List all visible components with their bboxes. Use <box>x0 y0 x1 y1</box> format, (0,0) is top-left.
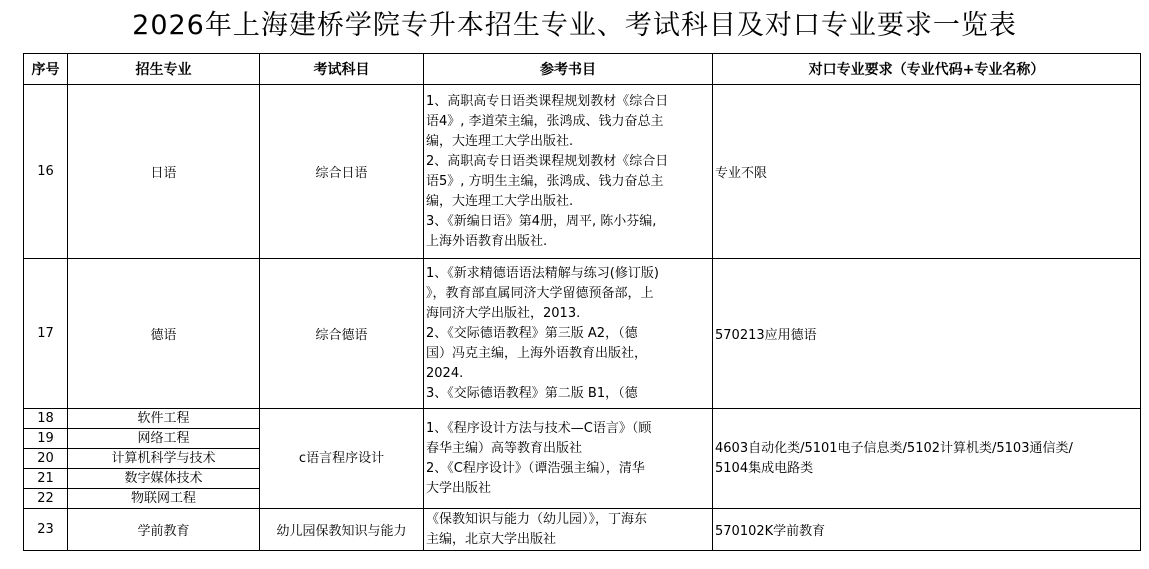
book-line: 3、《新编日语》第4册，周平, 陈小芬编, <box>426 213 657 229</box>
seq-cell: 23 <box>24 509 68 551</box>
books-cell <box>424 259 713 409</box>
seq-cell: 18 <box>24 409 68 429</box>
book-line: 大学出版社 <box>426 480 492 496</box>
seq-cell: 16 <box>24 85 68 259</box>
book-line: 编，大连理工大学出版社. <box>426 133 574 149</box>
header-requirement: 对口专业要求（专业代码+专业名称） <box>713 54 1141 85</box>
table-header-row <box>24 54 1141 85</box>
header-seq: 序号 <box>24 54 68 85</box>
major-cell: 物联网工程 <box>68 489 260 509</box>
book-line: 《保教知识与能力（幼儿园）》，丁海东 <box>426 511 648 527</box>
book-line: 1、高职高专日语类课程规划教材《综合日 <box>426 93 669 109</box>
major-cell: 网络工程 <box>68 429 260 449</box>
book-line: 3、《交际德语教程》第二版 B1，（德 <box>426 385 638 401</box>
books-cell <box>424 509 713 551</box>
books-cell <box>424 85 713 259</box>
admissions-table <box>23 53 1141 551</box>
seq-cell: 21 <box>24 469 68 489</box>
requirement-cell <box>713 409 1141 509</box>
major-cell: 软件工程 <box>68 409 260 429</box>
subject-cell: 幼儿园保教知识与能力 <box>260 509 424 551</box>
header-major: 招生专业 <box>68 54 260 85</box>
book-line: 国）冯克主编，上海外语教育出版社， <box>426 345 648 361</box>
book-line: 2、《C程序设计》（谭浩强主编），清华 <box>426 460 645 476</box>
seq-cell: 17 <box>24 259 68 409</box>
header-books: 参考书目 <box>424 54 713 85</box>
book-line: 》，教育部直属同济大学留德预备部，上 <box>426 285 654 301</box>
book-line: 2、《交际德语教程》第三版 A2，（德 <box>426 325 638 341</box>
book-line: 语4》, 李道荣主编，张鸿成、钱力奋总主 <box>426 113 664 129</box>
major-cell: 德语 <box>68 259 260 409</box>
books-cell <box>424 409 713 509</box>
major-cell: 学前教育 <box>68 509 260 551</box>
book-line: 2、高职高专日语类课程规划教材《综合日 <box>426 153 669 169</box>
requirement-line: 4603自动化类/5101电子信息类/5102计算机类/5103通信类/ <box>715 440 1073 456</box>
seq-cell: 19 <box>24 429 68 449</box>
subject-cell: c语言程序设计 <box>260 409 424 509</box>
table-row <box>24 259 1141 409</box>
book-line: 语5》, 方明生主编，张鸿成、钱力奋总主 <box>426 173 664 189</box>
book-line: 1、《程序设计方法与技术—C语言》（顾 <box>426 420 652 436</box>
page-title: 2026年上海建桥学院专升本招生专业、考试科目及对口专业要求一览表 <box>132 10 1017 41</box>
book-line: 1、《新求精德语语法精解与练习(修订版) <box>426 265 659 281</box>
major-cell: 数字媒体技术 <box>68 469 260 489</box>
requirement-line: 5104集成电路类 <box>715 460 814 476</box>
book-line: 上海外语教育出版社. <box>426 233 548 249</box>
requirement-cell: 专业不限 <box>713 85 1141 259</box>
header-subject: 考试科目 <box>260 54 424 85</box>
book-line: 海同济大学出版社，2013. <box>426 305 581 321</box>
major-cell: 计算机科学与技术 <box>68 449 260 469</box>
requirement-cell: 570102K学前教育 <box>713 509 1141 551</box>
subject-cell: 综合德语 <box>260 259 424 409</box>
book-line: 主编，北京大学出版社 <box>426 531 557 547</box>
table-row <box>24 85 1141 259</box>
subject-cell: 综合日语 <box>260 85 424 259</box>
seq-cell: 20 <box>24 449 68 469</box>
book-line: 编，大连理工大学出版社. <box>426 193 574 209</box>
major-cell: 日语 <box>68 85 260 259</box>
seq-cell: 22 <box>24 489 68 509</box>
table-row <box>24 509 1141 551</box>
book-line: 2024. <box>426 365 464 381</box>
table-row <box>24 409 1141 429</box>
book-line: 春华主编）高等教育出版社 <box>426 440 583 456</box>
requirement-cell: 570213应用德语 <box>713 259 1141 409</box>
